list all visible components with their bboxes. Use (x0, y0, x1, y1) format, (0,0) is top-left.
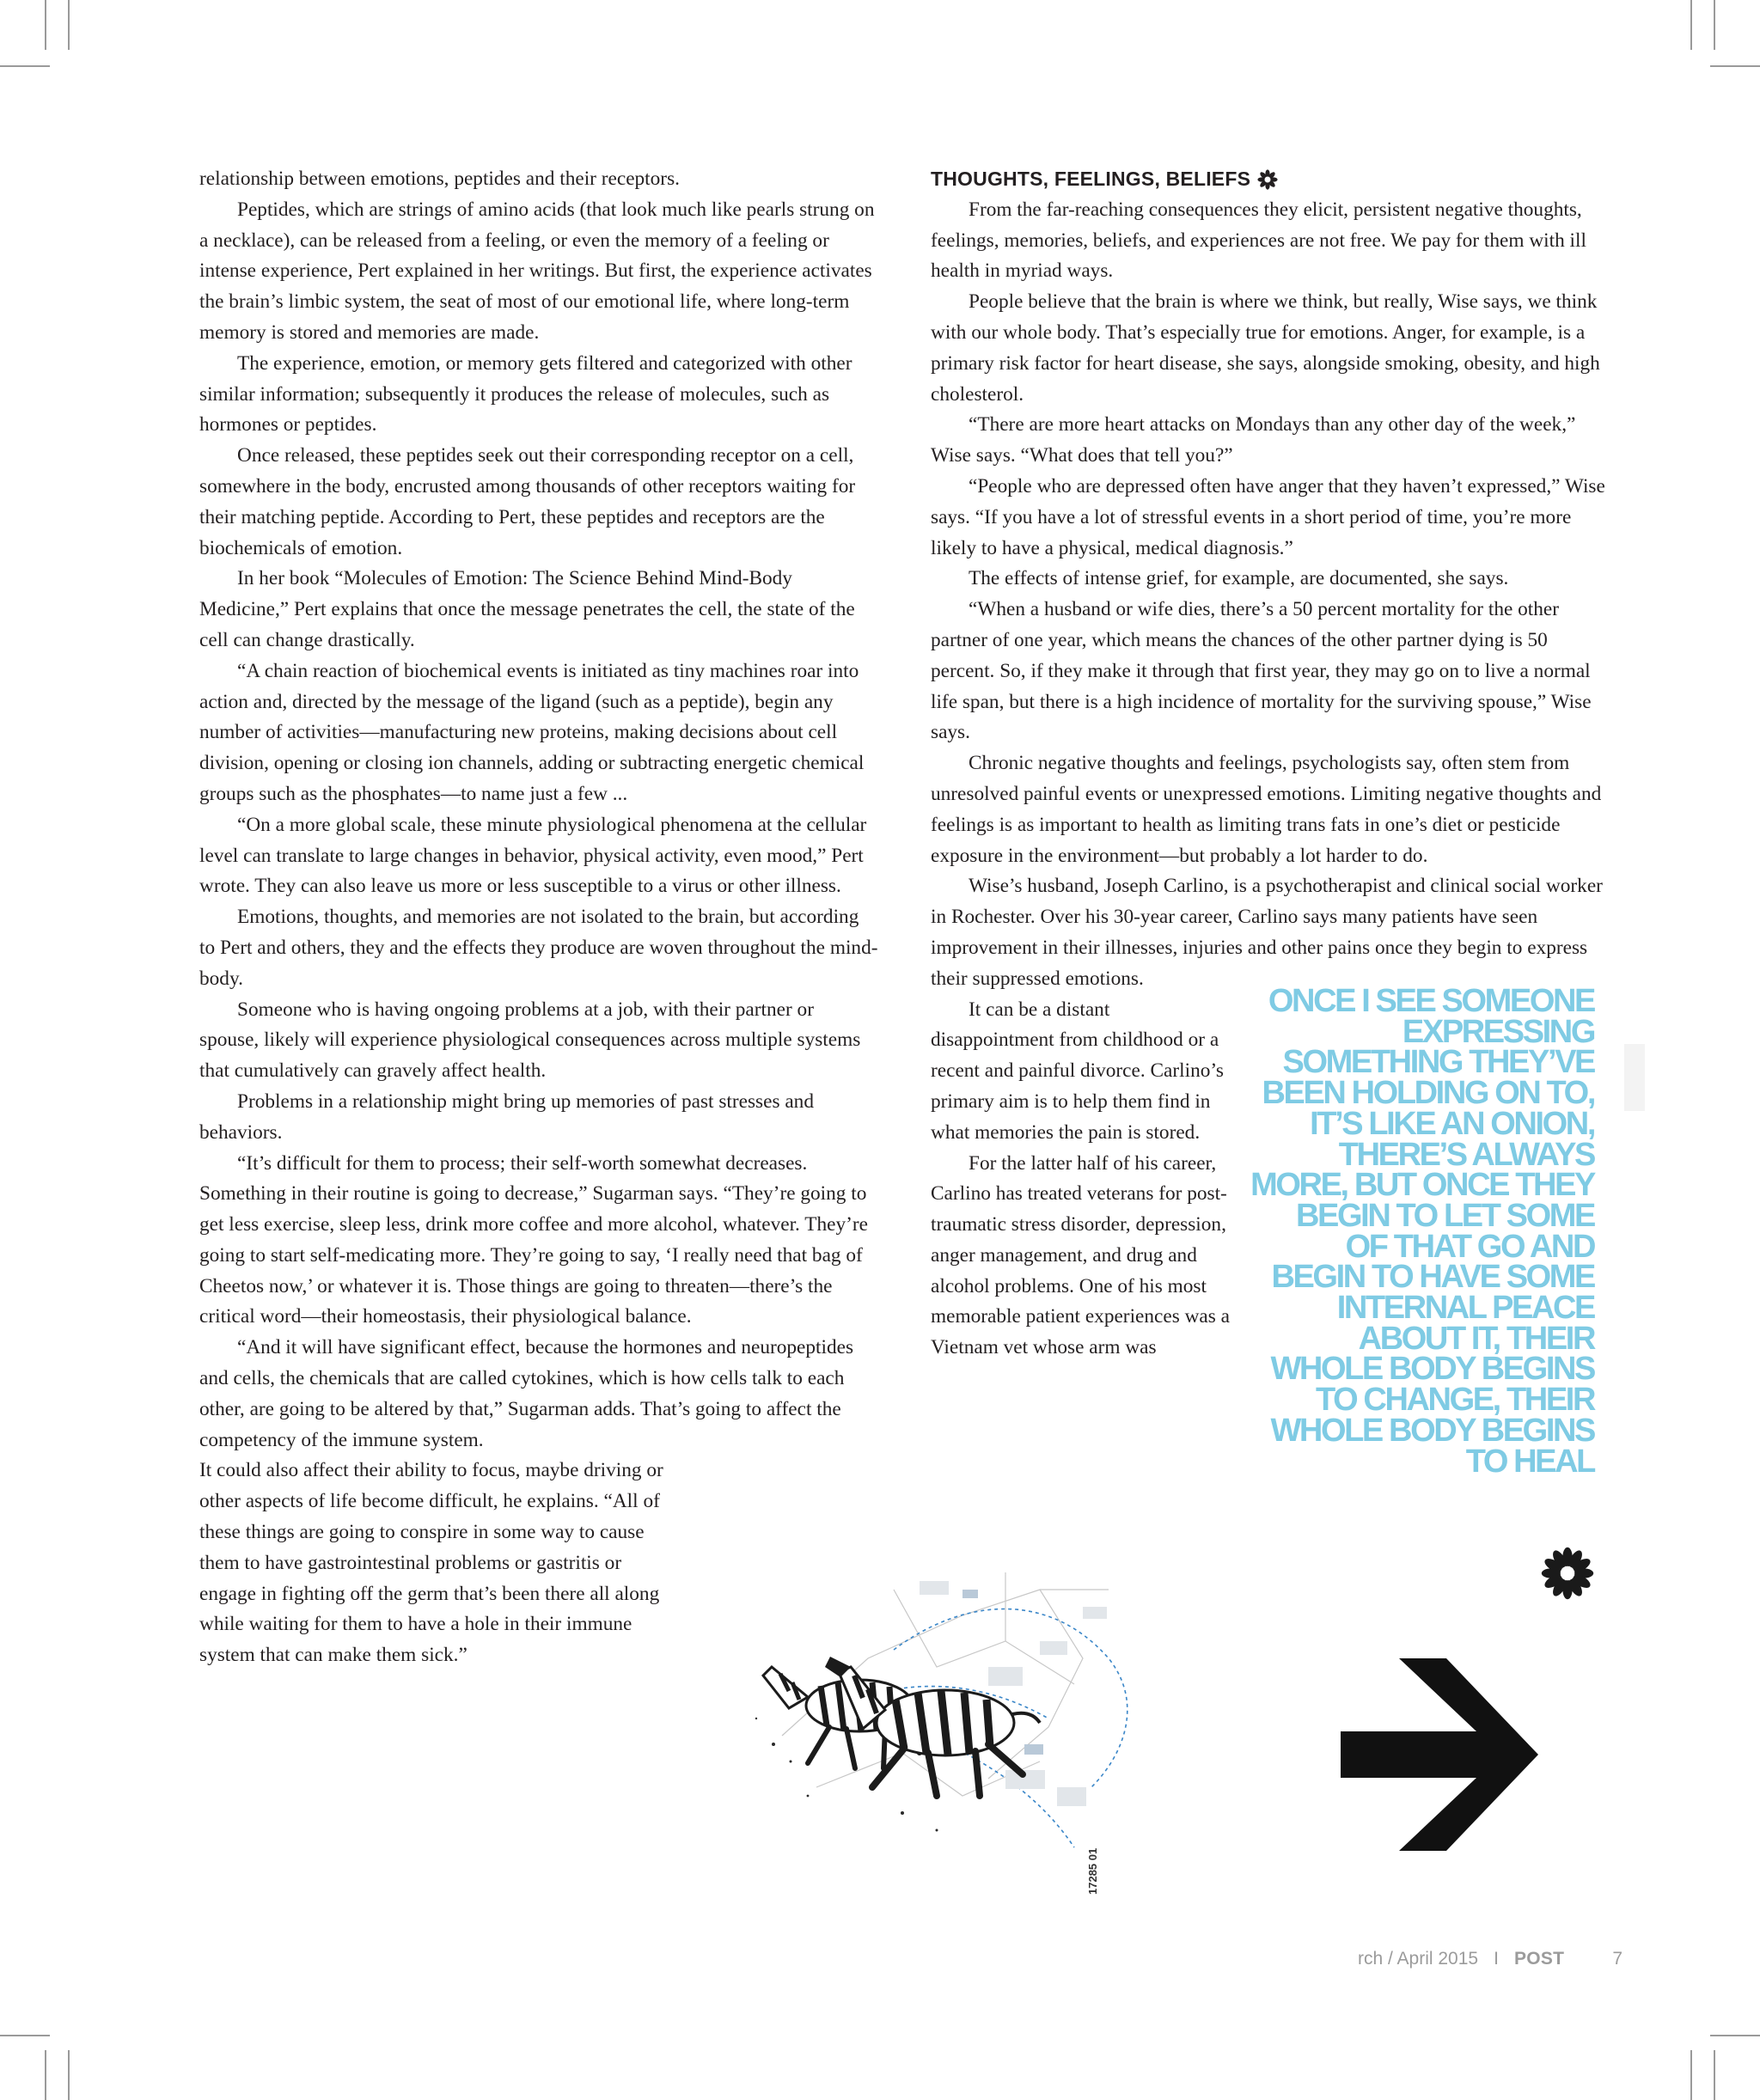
section-heading-text: THOUGHTS, FEELINGS, BELIEFS (931, 168, 1251, 190)
zebra-collage-illustration (679, 1538, 1607, 1908)
crop-mark (0, 2035, 50, 2036)
page-footer (1358, 1949, 1622, 1969)
page-number: 7 (1612, 1949, 1623, 1969)
paragraph: “There are more heart attacks on Mondays than any other day of the week,” Wise says. “What does that tell you?” (931, 413, 1576, 467)
paragraph: “It’s difficult for them to process; their self-worth somewhat decreases. Something in their routine is going to decrease,” Sugarman says. “They’re going to get less exercise, sleep less, drink more coffee and more alcohol, whatever. They’re going to start self-medicating more. They’re going to say, ‘I really need that bag of Cheetos now,’ or whatever it is. Those things are going to threaten—there’s the critical word—their homeostasis, their physiological balance. (199, 1151, 868, 1328)
paragraph: The effects of intense grief, for example, are documented, she says. (969, 567, 1509, 590)
crop-mark (0, 65, 50, 67)
paragraph: It could also affect their ability to focus, maybe driving or other aspects of life become difficult, he explains. “All of these things are going to conspire in some way to cause them to have gastrointestinal problems or gastritis or engage in fighting off the germ that’s been there all along while waiting for them to have a hole in their immune system that can make them sick.” (199, 1459, 663, 1667)
paragraph: In her book “Molecules of Emotion: The Science Behind Mind-Body Medicine,” Pert explains that once the message penetrates the cell, the state of the cell can change drastically. (199, 567, 855, 651)
paragraph: “When a husband or wife dies, there’s a 50 percent mortality for the other partner of one year, which means the chances of the other partner dying is 50 percent. So, if they make it through that first year, they may go on to live a normal life span, but there is a high incidence of mortality for the surviving spouse,” Wise says. (931, 598, 1592, 744)
crop-mark (68, 2050, 70, 2100)
paragraph: People believe that the brain is where we think, but really, Wise says, we think with our whole body. That’s especially true for emotions. Anger, for example, is a primary risk factor for heart disease, she says, alongside smoking, obesity, and high cholesterol. (931, 290, 1600, 406)
edge-tab (1624, 1044, 1645, 1111)
crop-mark (45, 0, 46, 50)
paragraph: From the far-reaching consequences they elicit, persistent negative thoughts, feelings, memories, beliefs, and experiences are not free. We pay for them with ill health in myriad ways. (931, 198, 1586, 283)
paragraph: It can be a distant disappointment from childhood or a recent and painful divorce. Carlino’s primary aim is to help them find in what memories the pain is stored. (931, 998, 1224, 1144)
paragraph: The experience, emotion, or memory gets filtered and categorized with other similar information; subsequently it produces the release of molecules, such as hormones or peptides. (199, 351, 852, 436)
crop-mark (1690, 0, 1692, 50)
paragraph: Wise’s husband, Joseph Carlino, is a psychotherapist and clinical social worker in Rochester. Over his 30-year career, Carlino says many patients have seen improvement in their illnesses, injuries and other pains once they begin to express their suppressed emotions. (931, 875, 1603, 990)
paragraph: Chronic negative thoughts and feelings, psychologists say, often stem from unresolved painful events or unexpressed emotions. Limiting negative thoughts and feelings is as important to health as limiting trans fats in one’s diet or pesticide exposure in the environment—but probably a lot harder to do. (931, 752, 1602, 867)
paragraph: Problems in a relationship might bring up memories of past stresses and behaviors. (199, 1090, 814, 1144)
crop-mark (1714, 0, 1715, 50)
paragraph: relationship between emotions, peptides and their receptors. (199, 168, 680, 190)
flower-icon (1257, 169, 1278, 190)
crop-mark (45, 2050, 46, 2100)
paragraph: Peptides, which are strings of amino acids (that look much like pearls strung on a necklace), can be released from a feeling, or even the memory of a feeling or intense experience, Pert explained in her writings. But first, the experience activates the brain’s limbic system, the seat of most of our emotional life, where long-term memory is stored and memories are made. (199, 198, 875, 344)
crop-mark (1714, 2050, 1715, 2100)
crop-mark (68, 0, 70, 50)
left-column (199, 164, 878, 1671)
issue-label: rch / April 2015 (1358, 1949, 1479, 1969)
paragraph: For the latter half of his career, Carlino has treated veterans for post-traumatic stress disorder, depression, anger management, and drug and alcohol problems. One of his most memorable patient experiences was a Vietnam vet whose arm was (931, 1151, 1230, 1359)
paragraph: “A chain reaction of biochemical events is initiated as tiny machines roar into action and, directed by the message of the ligand (such as a peptide), begin any number of activities—manufacturing new proteins, making decisions about cell division, opening or closing ion channels, adding or subtracting energetic chemical groups such as the phosphates—to name just a few ... (199, 659, 865, 805)
paragraph: Emotions, thoughts, and memories are not isolated to the brain, but according to Pert and others, they and the effects they produce are woven throughout the mind-body. (199, 906, 878, 990)
crop-mark (1690, 2050, 1692, 2100)
footer-separator: I (1494, 1949, 1499, 1969)
magazine-name: POST (1513, 1949, 1565, 1969)
arrow-right-icon (1341, 1658, 1538, 1851)
section-heading (931, 164, 1610, 195)
paragraph: “People who are depressed often have anger that they haven’t expressed,” Wise says. “If you have a lot of stressful events in a short period of time, you’re more likely to have a physical, medical diagnosis.” (931, 474, 1605, 559)
paragraph: Someone who is having ongoing problems at a job, with their partner or spouse, likely will experience physiological consequences across multiple systems that cumulatively can gravely affect health. (199, 998, 861, 1083)
illustration-stamp: 17285 01 (1086, 1847, 1099, 1895)
paragraph: “And it will have significant effect, because the hormones and neuropeptides and cells, the chemicals that are called cytokines, which is how cells talk to each other, are going to be altered by that,” Sugarman adds. That’s going to affect the competency of the immune system. (199, 1336, 854, 1451)
paragraph: “On a more global scale, these minute physiological phenomena at the cellular level can translate to large changes in behavior, physical activity, even mood,” Pert wrote. They can also leave us more or less susceptible to a virus or other illness. (199, 813, 867, 898)
crop-mark (1710, 65, 1760, 67)
pull-quote: ONCE I SEE SOMEONE EXPRESSING SOMETHING THEY’VE BEEN HOLDING ON TO, IT’S LIKE AN ONION, THERE’S ALWAYS MORE, BUT ONCE THEY BEGIN TO LET SOME OF THAT GO AND BEGIN TO HAVE SOME INTERNAL PEACE ABOUT IT, THEIR WHOLE BODY BEGINS TO CHANGE, THEIR WHOLE BODY BEGINS TO HEAL (1250, 983, 1594, 1480)
crop-mark (1710, 2035, 1760, 2036)
paragraph: Once released, these peptides seek out their corresponding receptor on a cell, somewhere in the body, encrusted among thousands of other receptors waiting for their matching peptide. According to Pert, these peptides and receptors are the biochemicals of emotion. (199, 444, 856, 559)
